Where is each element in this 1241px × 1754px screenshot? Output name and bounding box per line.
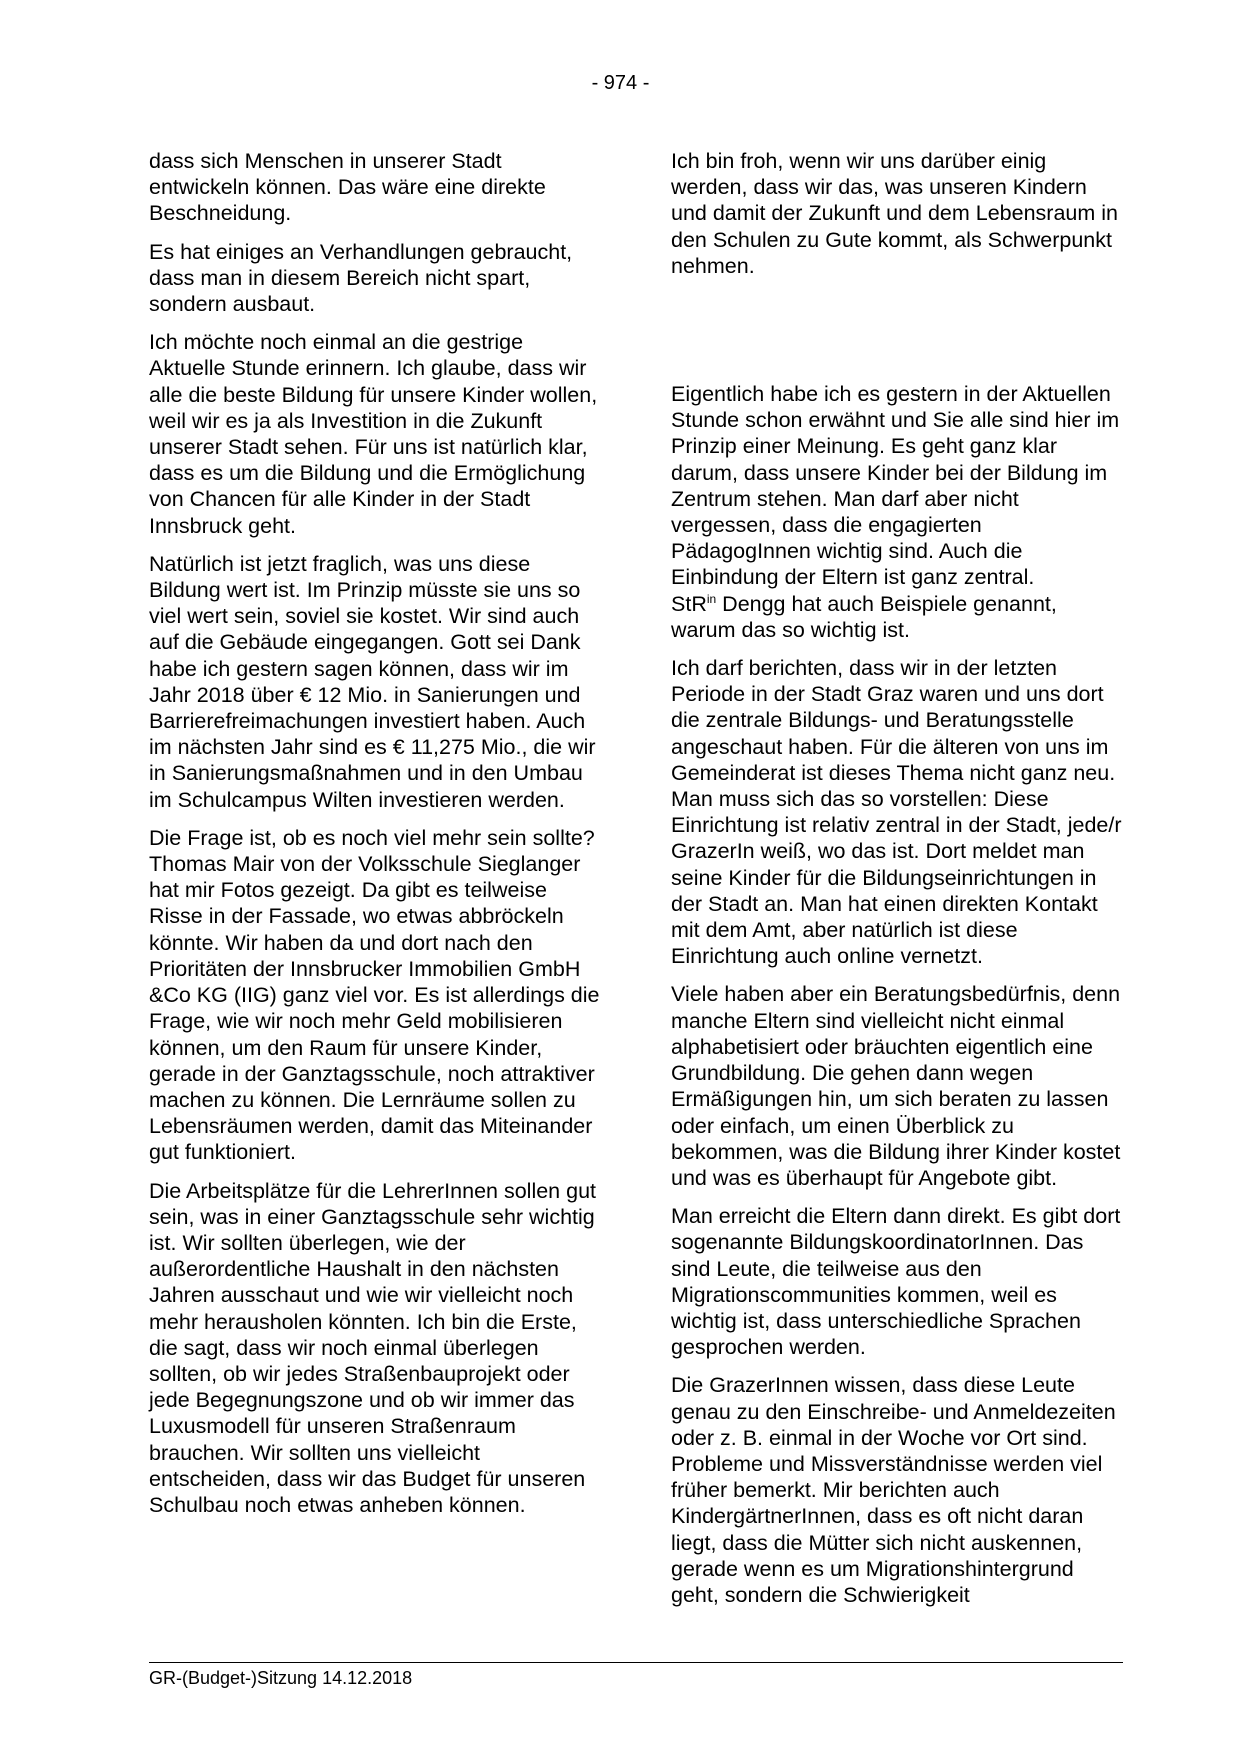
- right-paragraph-2b: [671, 591, 1123, 643]
- right-paragraph-2-text: Eigentlich habe ich es gestern in der Aktuellen Stunde schon erwähnt und Sie alle sind hier im Prinzip einer Meinung. Es geht ganz klar darum, dass unsere Kinder bei der Bildung im Zentrum stehen. Man darf aber nicht vergessen, dass die engagierten PädagogInnen wichtig sind. Auch die Einbindung der Eltern ist ganz zentral.: [671, 382, 1120, 590]
- left-column: [149, 148, 601, 1530]
- right-paragraph-4: Viele haben aber ein Beratungsbedürfnis, denn manche Eltern sind vielleicht nicht einmal alphabetisiert oder bräuchten eigentlich eine Grundbildung. Die gehen dann wegen Ermäßigungen hin, um sich beraten zu lassen oder einfach, um einen Überblick zu bekommen, was die Bildung ihrer Kinder kostet und was es überhaupt für Angebote gibt.: [671, 982, 1121, 1190]
- left-paragraph-2: Es hat einiges an Verhandlungen gebraucht, dass man in diesem Bereich nicht spart, sondern ausbaut.: [149, 239, 573, 317]
- left-paragraph-4: Natürlich ist jetzt fraglich, was uns diese Bildung wert ist. Im Prinzip müsste sie uns so viel wert sein, soviel sie kostet. Wir sind auch auf die Gebäude eingegangen. Gott sei Dank habe ich gestern sagen können, dass wir im Jahr 2018 über € 12 Mio. in Sanierungen und Barrierefreimachungen investiert haben. Auch im nächsten Jahr sind es € 11,275 Mio., die wir in Sanierungsmaßnahmen und in den Umbau im Schulcampus Wilten investieren werden.: [149, 551, 596, 812]
- left-paragraph-3: Ich möchte noch einmal an die gestrige Aktuelle Stunde erinnern. Ich glaube, dass wir alle die beste Bildung für unsere Kinder wollen, weil wir es ja als Investition in die Zukunft unserer Stadt sehen. Für uns ist natürlich klar, dass es um die Bildung und die Ermöglichung von Chancen für alle Kinder in der Stadt Innsbruck geht.: [149, 330, 598, 538]
- page-number: - 974 -: [591, 72, 650, 94]
- councillor-abbrev: StR: [671, 591, 707, 616]
- councillor-suffix: in: [706, 591, 717, 606]
- right-paragraph-6: Die GrazerInnen wissen, dass diese Leute genau zu den Einschreibe- und Anmeldezeiten oder z. B. einmal in der Woche vor Ort sind. Probleme und Missverständnisse werden viel früher bemerkt. Mir berichten auch KindergärtnerInnen, dass es oft nicht daran liegt, dass die Mütter sich nicht auskennen, gerade wenn es um Migrationshintergrund geht, sondern die Schwierigkeit: [671, 1373, 1116, 1607]
- left-paragraph-5: Die Frage ist, ob es noch viel mehr sein sollte? Thomas Mair von der Volksschule Sieglanger hat mir Fotos gezeigt. Da gibt es teilweise Risse in der Fassade, wo etwas abbröckeln könnte. Wir haben da und dort nach den Prioritäten der Innsbrucker Immobilien GmbH &Co KG (IIG) ganz viel vor. Es ist allerdings die Frage, wie wir noch mehr Geld mobilisieren können, um den Raum für unsere Kinder, gerade in der Ganztagsschule, noch attraktiver machen zu können. Die Lernräume sollen zu Lebensräumen werden, damit das Miteinander gut funktioniert.: [149, 825, 600, 1165]
- right-paragraph-3: Ich darf berichten, dass wir in der letzten Periode in der Stadt Graz waren und uns dort die zentrale Bildungs- und Beratungsstelle angeschaut haben. Für die älteren von uns im Gemeinderat ist dieses Thema nicht ganz neu. Man muss sich das so vorstellen: Diese Einrichtung ist relativ zentral in der Stadt, jede/r GrazerIn weiß, wo das ist. Dort meldet man seine Kinder für die Bildungseinrichtungen in der Stadt an. Man hat einen direkten Kontakt mit dem Amt, aber natürlich ist diese Einrichtung auch online vernetzt.: [671, 656, 1122, 969]
- footer-divider: [149, 1662, 1123, 1663]
- right-paragraph-2: [671, 381, 1123, 591]
- speaker-gap: [671, 291, 1123, 381]
- right-paragraph-1: Ich bin froh, wenn wir uns darüber einig werden, dass wir das, was unseren Kindern und damit der Zukunft und dem Lebensraum in den Schulen zu Gute kommt, als Schwerpunkt nehmen.: [671, 149, 1118, 278]
- right-column: [671, 148, 1123, 1620]
- right-paragraph-2b-text: Dengg hat auch Beispiele genannt, warum das so wichtig ist.: [671, 591, 1057, 642]
- footer-session-label: GR-(Budget-)Sitzung 14.12.2018: [149, 1668, 413, 1688]
- right-paragraph-5: Man erreicht die Eltern dann direkt. Es gibt dort sogenannte BildungskoordinatorInnen. Das sind Leute, die teilweise aus den Migrationscommunities kommen, weil es wichtig ist, dass unterschiedliche Sprachen gesprochen werden.: [671, 1204, 1121, 1360]
- left-paragraph-1: dass sich Menschen in unserer Stadt entwickeln können. Das wäre eine direkte Beschneidung.: [149, 149, 546, 226]
- left-paragraph-6: Die Arbeitsplätze für die LehrerInnen sollen gut sein, was in einer Ganztagsschule sehr wichtig ist. Wir sollten überlegen, wie der außerordentliche Haushalt in den nächsten Jahren ausschaut und wie wir vielleicht noch mehr herausholen könnten. Ich bin die Erste, die sagt, dass wir noch einmal überlegen sollten, ob wir jedes Straßenbauprojekt oder jede Begegnungszone und ob wir immer das Luxusmodell für unseren Straßenraum brauchen. Wir sollten uns vielleicht entscheiden, dass wir das Budget für unseren Schulbau noch etwas anheben können.: [149, 1178, 596, 1517]
